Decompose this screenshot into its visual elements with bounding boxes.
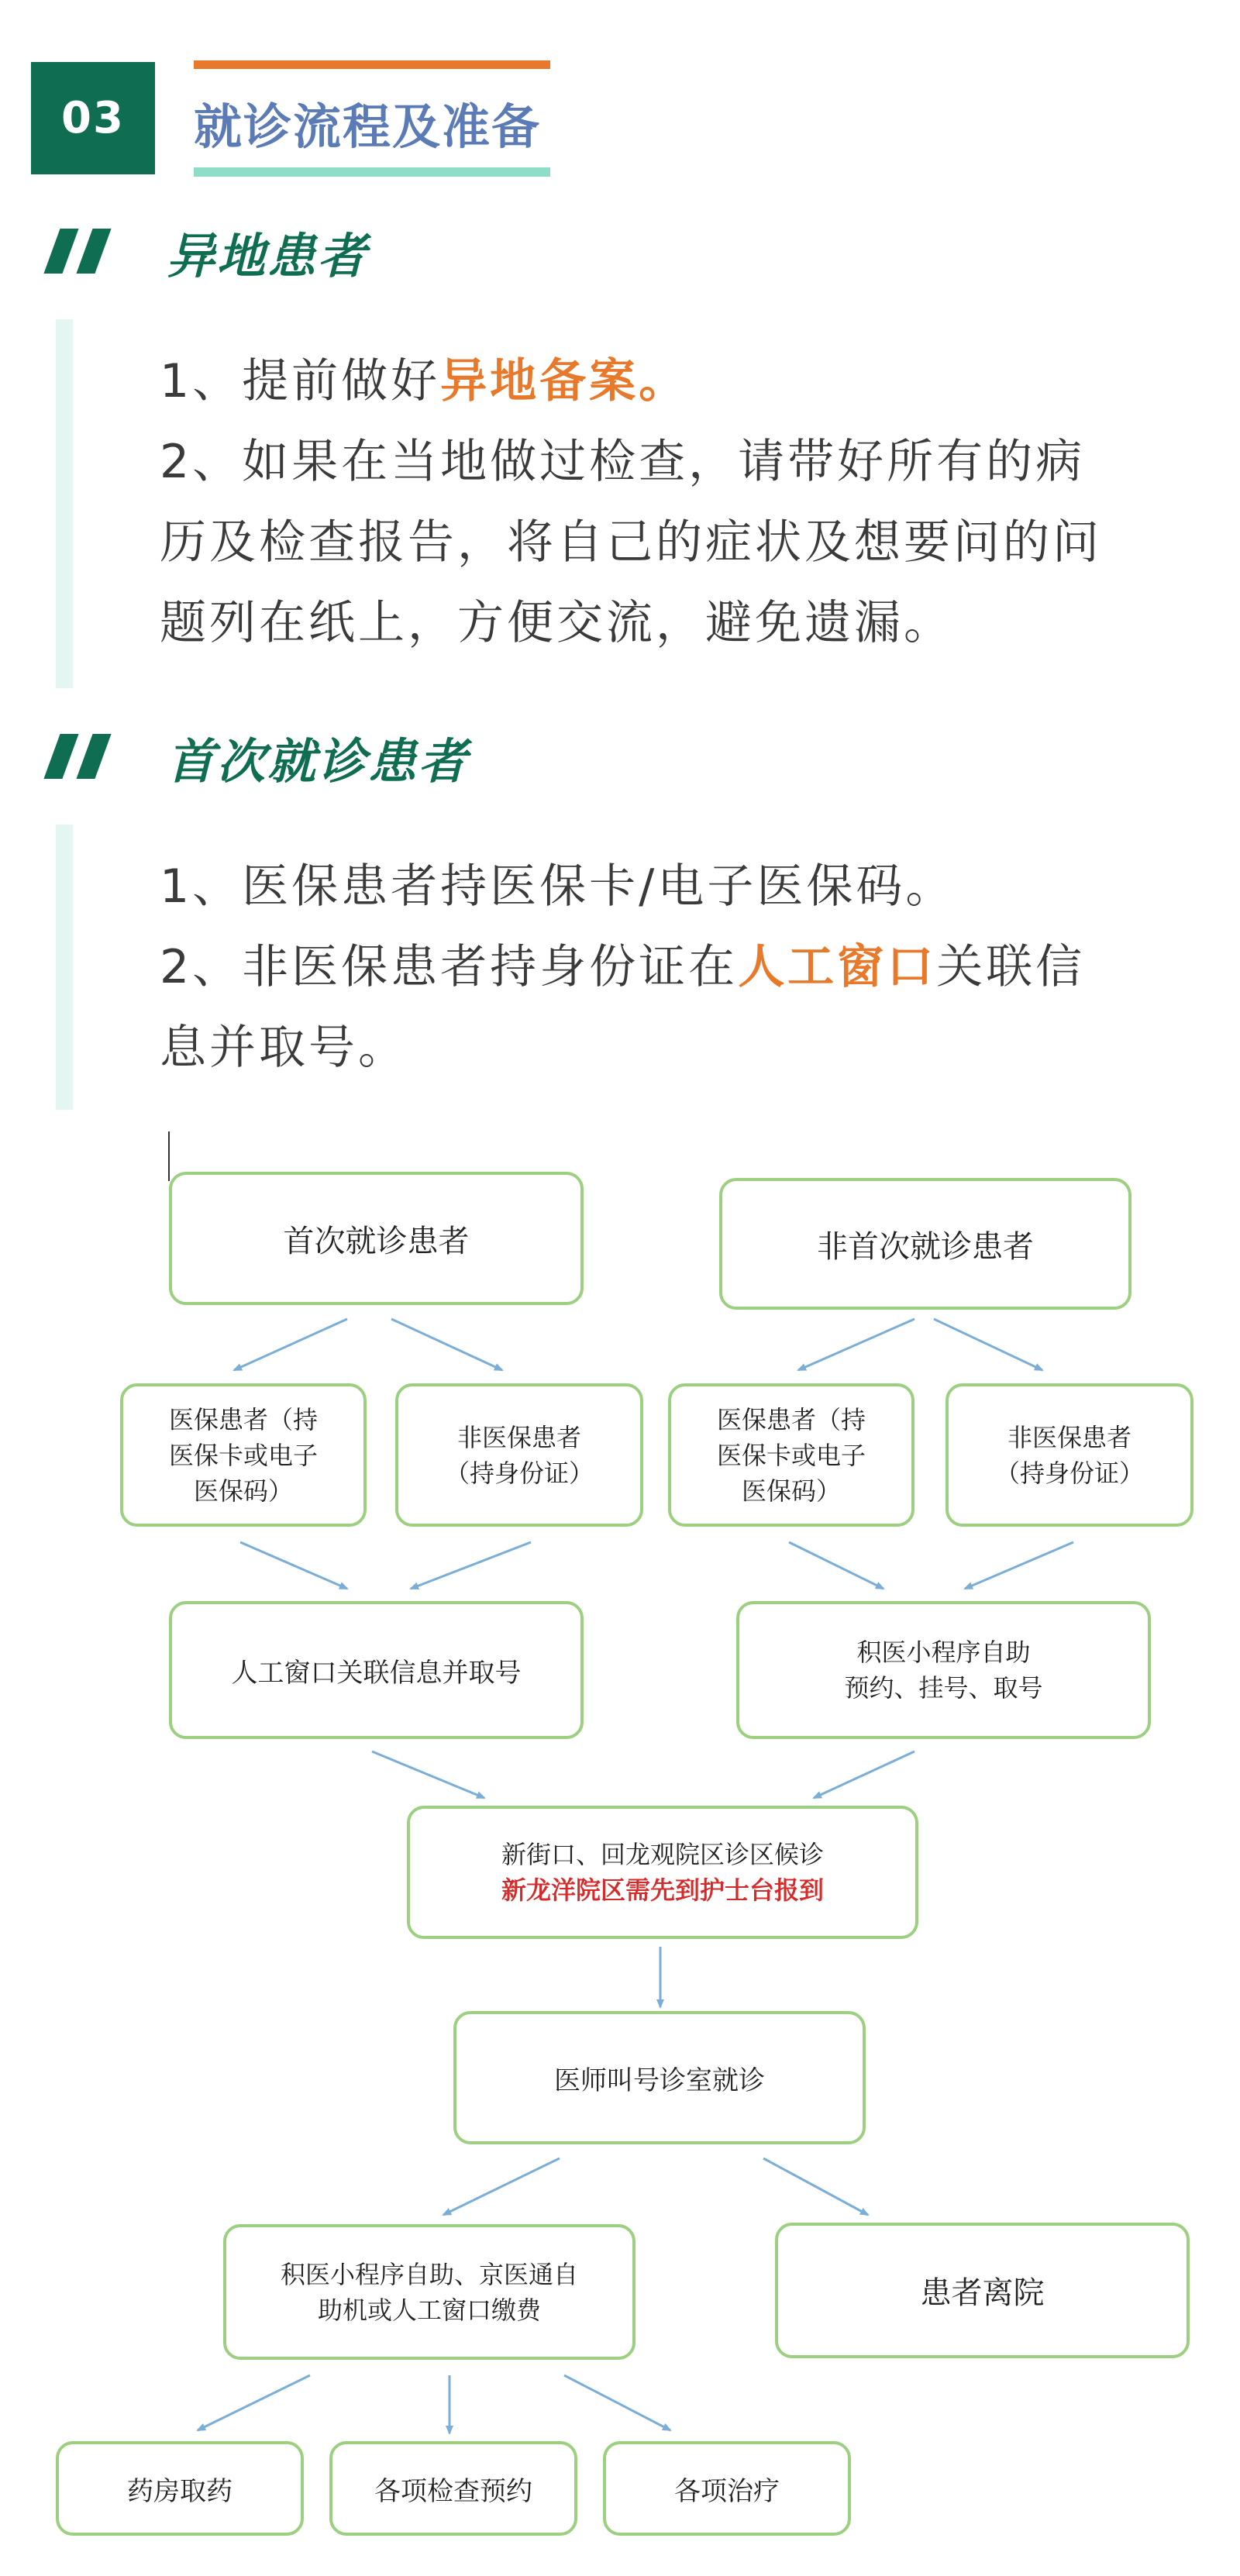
node-payment: 积医小程序自助、京医通自 助机或人工窗口缴费 (223, 2224, 636, 2360)
arrow-nonfirst-to-uninsured (934, 1319, 1042, 1370)
remote-registration-highlight: 异地备案。 (440, 354, 689, 408)
heading-first-visit-text: 首次就诊患者 (167, 732, 470, 790)
first-visit-text-block (56, 825, 1173, 1110)
arrow-payment-to-treatment (564, 2375, 670, 2430)
node-treatment: 各项治疗 (603, 2441, 851, 2536)
first-visit-line-2: 2、非医保患者持身份证在人工窗口关联信 (160, 940, 1086, 994)
heading-remote-patients (43, 217, 368, 287)
arrow-mini-to-waiting (814, 1751, 914, 1798)
arrow-doctor-to-leave (763, 2158, 868, 2215)
double-slash-icon (43, 225, 136, 279)
arrow-first-to-insured (234, 1319, 347, 1370)
heading-remote-patients-text: 异地患者 (167, 227, 369, 284)
arrow-first-to-uninsured (391, 1319, 502, 1370)
title-bottom-accent-bar (194, 167, 550, 177)
waiting-note-red: 新龙洋院区需先到护士台报到 (501, 1875, 824, 1905)
arrow-insured-a-to-window (240, 1542, 347, 1589)
node-waiting-area: 新街口、回龙观院区诊区候诊 新龙洋院区需先到护士台报到 (407, 1806, 918, 1939)
remote-line-3: 历及检查报告，将自己的症状及想要问的问 (160, 515, 1102, 570)
manual-window-highlight: 人工窗口 (738, 940, 937, 994)
double-slash-icon (43, 730, 136, 784)
remote-line-1: 1、提前做好异地备案。 (160, 354, 689, 408)
node-leave-hospital: 患者离院 (775, 2223, 1190, 2358)
node-uninsured-b: 非医保患者 （持身份证） (946, 1383, 1194, 1527)
node-doctor-call: 医师叫号诊室就诊 (453, 2011, 866, 2144)
visit-flowchart (0, 1131, 1240, 2576)
node-first-visit: 首次就诊患者 (169, 1172, 584, 1305)
node-uninsured-a: 非医保患者 （持身份证） (395, 1383, 643, 1527)
arrow-doctor-to-payment (443, 2158, 560, 2215)
arrow-insured-b-to-mini (789, 1542, 884, 1589)
section-title-block (194, 60, 550, 177)
node-pharmacy: 药房取药 (56, 2441, 304, 2536)
node-manual-window: 人工窗口关联信息并取号 (169, 1601, 584, 1739)
first-visit-line-3: 息并取号。 (160, 1021, 408, 1075)
remote-patients-text-block (56, 319, 1173, 688)
remote-line-4: 题列在纸上，方便交流，避免遗漏。 (160, 596, 953, 650)
section-number-badge: 03 (31, 62, 155, 174)
heading-first-visit (43, 722, 469, 792)
arrow-uninsured-b-to-mini (965, 1542, 1073, 1589)
node-insured-a: 医保患者（持 医保卡或电子 医保码） (120, 1383, 367, 1527)
node-mini-program: 积医小程序自助 预约、挂号、取号 (736, 1601, 1151, 1739)
node-insured-b: 医保患者（持 医保卡或电子 医保码） (668, 1383, 914, 1527)
title-top-accent-bar (194, 60, 550, 69)
arrow-nonfirst-to-insured (798, 1319, 914, 1370)
page-title: 就诊流程及准备 (194, 98, 542, 155)
first-visit-line-1: 1、医保患者持医保卡/电子医保码。 (160, 859, 956, 914)
node-exam-booking: 各项检查预约 (329, 2441, 577, 2536)
arrow-payment-to-pharmacy (198, 2375, 310, 2430)
arrow-window-to-waiting (372, 1751, 484, 1798)
remote-line-2: 2、如果在当地做过检查，请带好所有的病 (160, 435, 1086, 489)
node-non-first-visit: 非首次就诊患者 (719, 1178, 1132, 1310)
arrow-uninsured-a-to-window (411, 1542, 531, 1589)
